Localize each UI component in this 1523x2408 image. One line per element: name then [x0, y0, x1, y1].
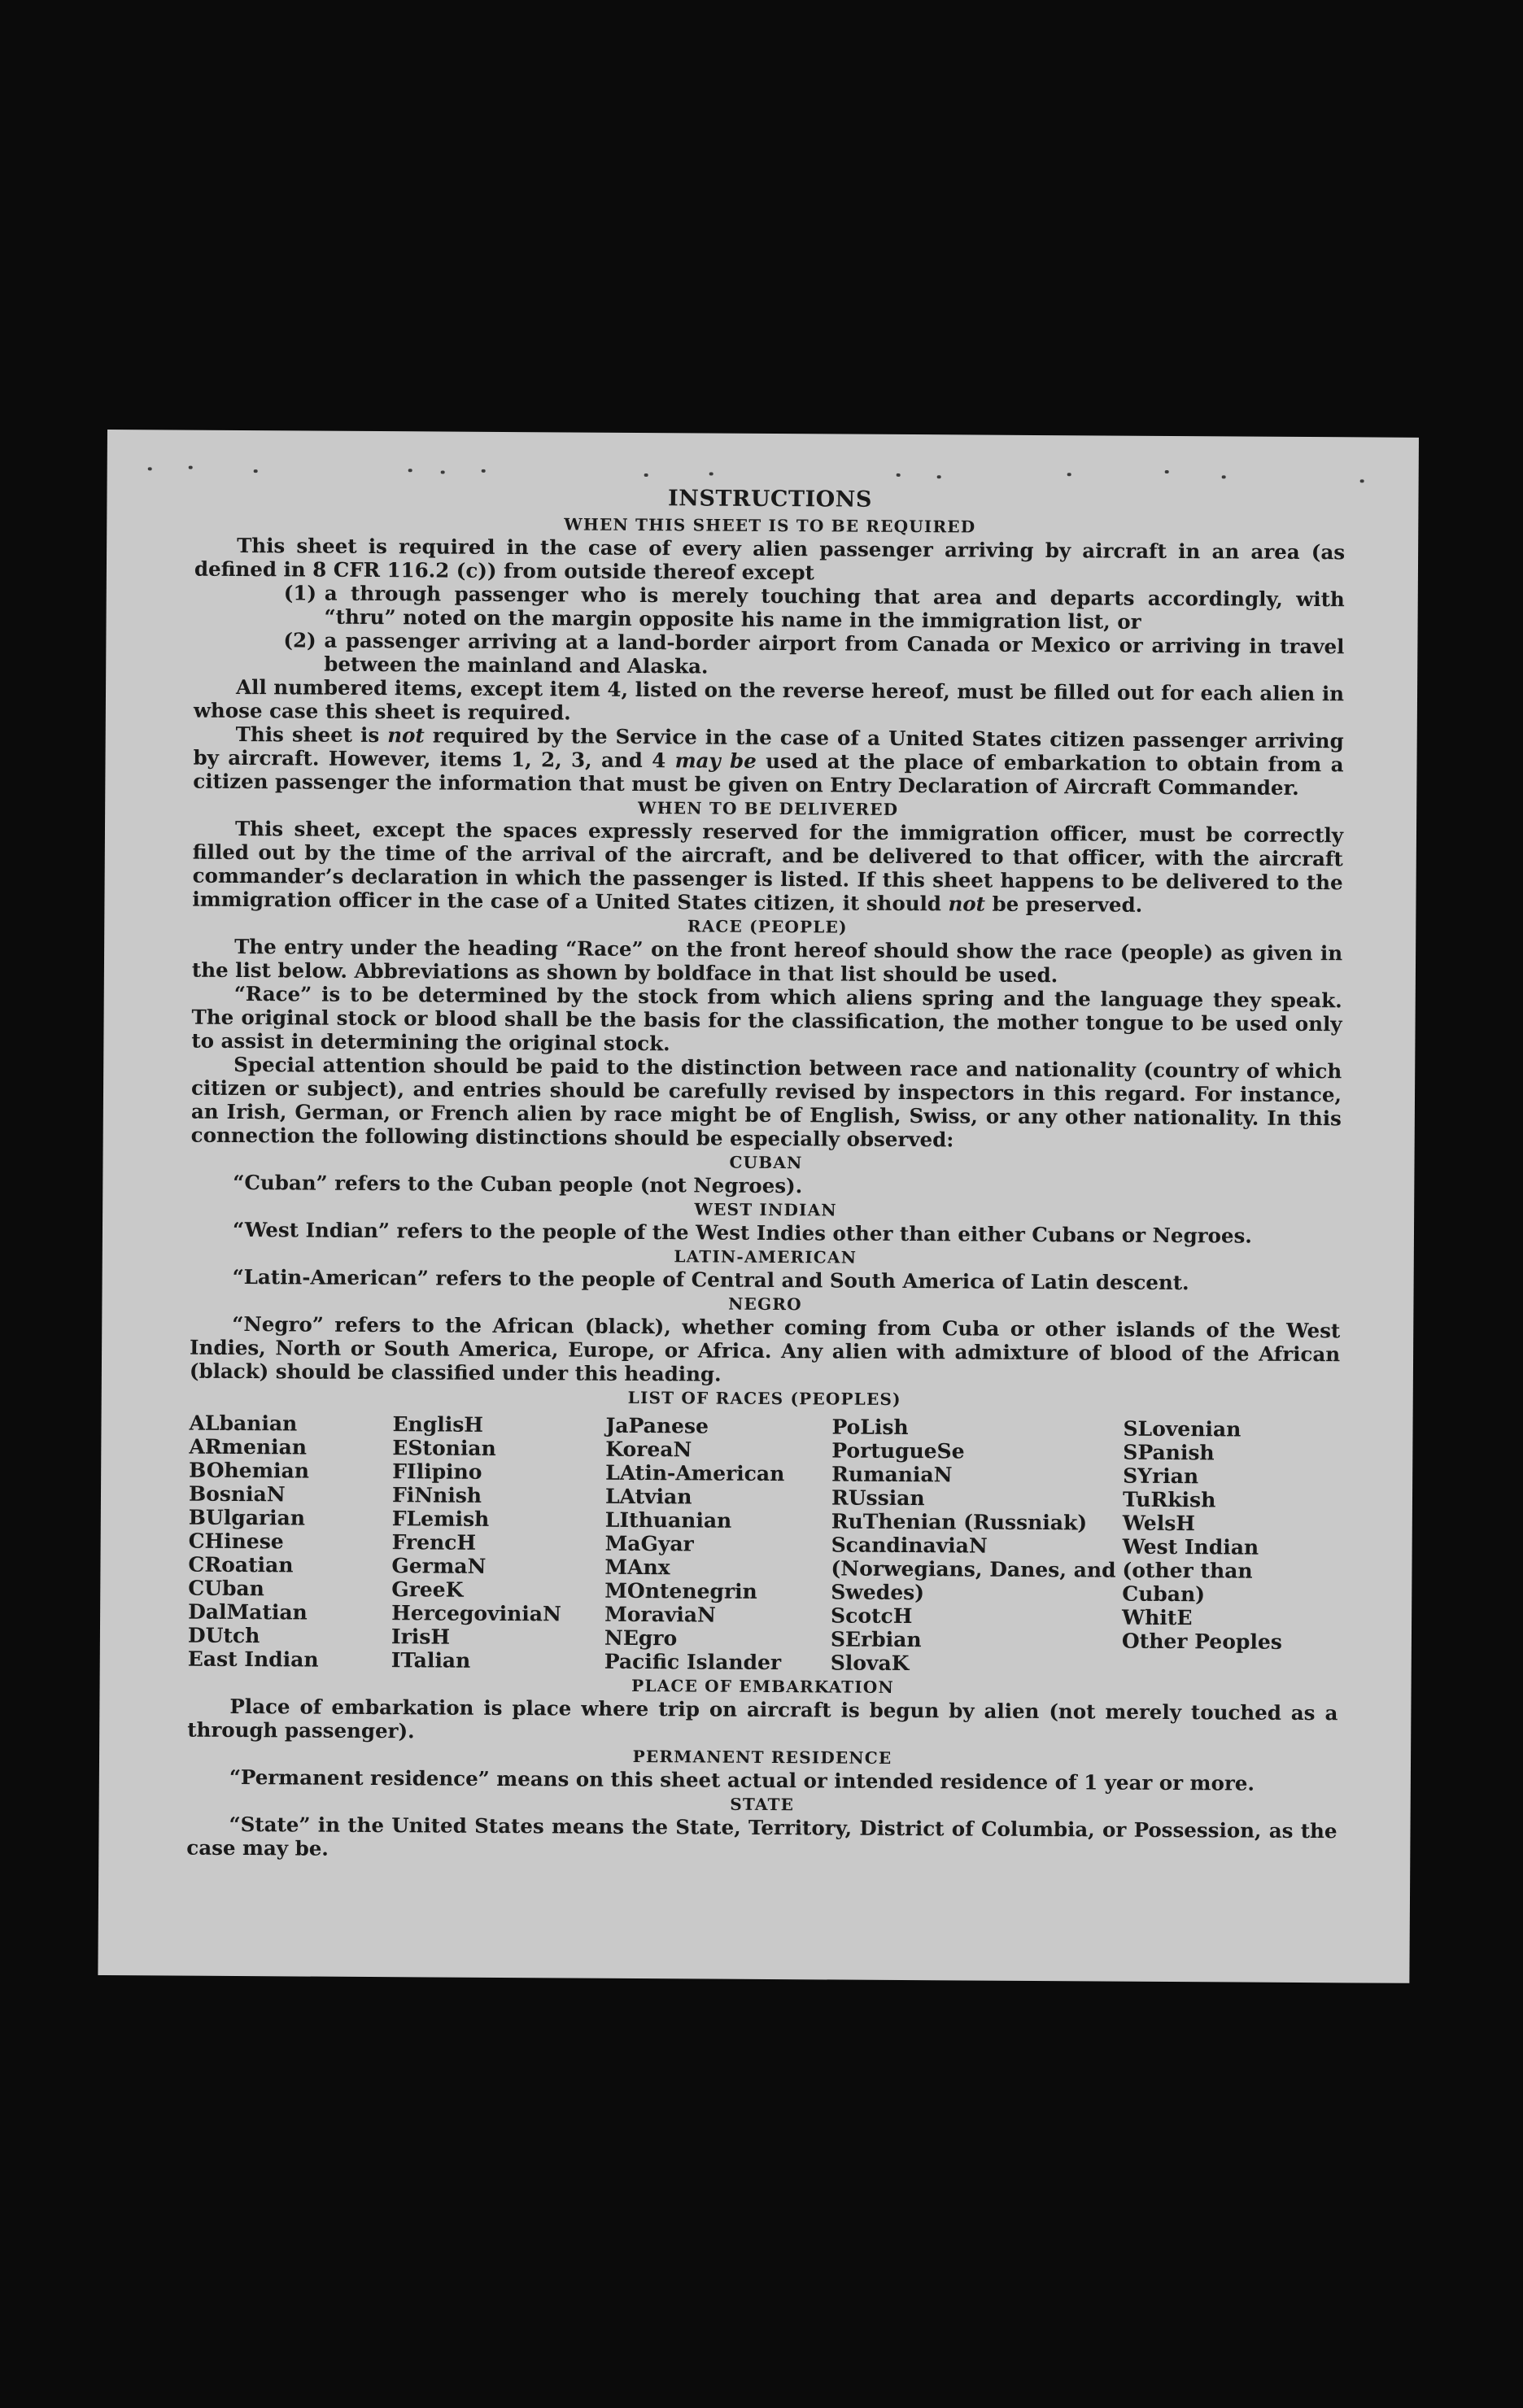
heading-permanent-residence: PERMANENT RESIDENCE: [632, 1746, 892, 1768]
race-entry: PoLish: [831, 1415, 909, 1440]
race-entry: DUtch: [187, 1623, 260, 1648]
race-entry: BUlgarian: [188, 1505, 306, 1530]
race-entry: ARmenian: [189, 1434, 308, 1459]
race-entry: NEgro: [604, 1625, 678, 1651]
race-entry: GermaN: [391, 1554, 487, 1578]
race-entry: RUssian: [831, 1485, 925, 1511]
race-entry: East Indian: [187, 1647, 319, 1672]
exception-item: [284, 581, 1345, 635]
exception-text: a through passenger who is merely touching that area and departs accordingly, with “thru” noted on the margin opposite his name in the immigration list, or: [324, 581, 1345, 634]
heading-race: RACE (PEOPLE): [687, 916, 848, 937]
race-entry: MAnx: [604, 1555, 670, 1580]
race-entry: FiNnish: [391, 1483, 482, 1507]
race-entry: LIthuanian: [604, 1507, 732, 1533]
heading-cuban: CUBAN: [729, 1152, 803, 1173]
race-column-2: [391, 1412, 606, 1673]
heading-west-indian: WEST INDIAN: [694, 1199, 837, 1220]
west-indian-definition: “West Indian” refers to the people of the West Indies other than either Cubans or Negroes.: [232, 1217, 1252, 1248]
residence-definition: “Permanent residence” means on this sheet actual or intended residence of 1 year or more.: [229, 1765, 1255, 1795]
race-entry: WelsH: [1122, 1511, 1196, 1536]
numbered-items-paragraph: All numbered items, except item 4, listed on the reverse hereof, must be filled out for each alien in whose case this sheet is required.: [193, 674, 1345, 725]
heading-list-of-races: LIST OF RACES (PEOPLES): [627, 1387, 901, 1409]
race-entry: BosniaN: [188, 1481, 286, 1507]
race-entry: SPanish: [1123, 1440, 1215, 1465]
cuban-definition: “Cuban” refers to the Cuban people (not Negroes).: [233, 1170, 803, 1198]
required-intro: This sheet is required in the case of every alien passenger arriving by aircraft in an area (as defined in 8 CFR 116.2 (c)) from outside thereof except: [194, 533, 1346, 585]
race-entry: GreeK: [391, 1577, 464, 1602]
race-entry: JaPanese: [605, 1413, 709, 1438]
race-entry: BOhemian: [189, 1458, 310, 1483]
race-entry: CHinese: [188, 1529, 284, 1554]
race-entry: SlovaK: [830, 1651, 910, 1676]
race-entry: PortugueSe: [831, 1438, 965, 1464]
exception-number: (1): [283, 581, 317, 605]
race-entry: EStonian: [392, 1436, 496, 1460]
race-entry: CUban: [188, 1576, 264, 1601]
race-entry: LAtin-American: [605, 1460, 785, 1486]
race-entry: West Indian (other than Cuban): [1122, 1534, 1259, 1607]
race-column-3: [604, 1414, 832, 1675]
citizen-paragraph: This sheet is not required by the Service in the case of a United States citizen passenger arriving by aircraft. However, items 1, 2, 3, and 4 may be used at the place of embarkation to obtain from a citizen passenger the information that must be given on Entry Declaration of Aircraft Commander.: [193, 722, 1344, 800]
race-entry: SErbian: [830, 1627, 922, 1652]
race-entry: ScandinaviaN (Norwegians, Danes, and Swedes): [831, 1533, 1116, 1605]
race-entry: SYrian: [1123, 1464, 1199, 1489]
race-entry: WhitE: [1122, 1605, 1193, 1630]
negro-definition: “Negro” refers to the African (black), whether coming from Cuba or other islands of the West Indies, North or South America, Europe, or Africa. Any alien with admixture of blood of the African (black) should be classified under this heading.: [189, 1311, 1341, 1386]
exception-number: (2): [283, 628, 316, 652]
race-paragraph-1: The entry under the heading “Race” on the front hereof should show the race (people) as given in the list below. Abbreviations as shown by boldface in that list should be used.: [191, 934, 1343, 988]
race-entry: RumaniaN: [831, 1462, 953, 1487]
race-list: [188, 1411, 1340, 1678]
race-entry: ScotcH: [831, 1603, 913, 1629]
instruction-sheet: [98, 430, 1419, 1983]
latin-american-definition: “Latin-American” refers to the people of Central and South America of Latin descent.: [232, 1264, 1189, 1295]
race-entry: FIlipino: [392, 1459, 482, 1484]
race-entry: EnglisH: [392, 1412, 484, 1437]
heading-embarkation: PLACE OF EMBARKATION: [631, 1675, 894, 1697]
embarkation-definition: Place of embarkation is place where trip on aircraft is begun by alien (not merely touched as a through passenger).: [187, 1694, 1338, 1743]
race-entry: KoreaN: [605, 1437, 692, 1462]
race-entry: ITalian: [391, 1648, 471, 1673]
race-entry: DalMatian: [188, 1599, 308, 1625]
delivery-paragraph: This sheet, except the spaces expressly reserved for the immigration officer, must be correctly filled out by the time of the arrival of the aircraft, and be delivered to that officer, with the aircraft commander’s declaration in which the passenger is listed. If this sheet happens to be delivered to the immigration officer in the case of a United States citizen, it should not be preserved.: [192, 816, 1344, 917]
race-column-5: [1122, 1417, 1337, 1678]
race-entry: IrisH: [391, 1625, 451, 1649]
race-entry: FLemish: [391, 1507, 490, 1531]
exception-text: a passenger arriving at a land-border airport from Canada or Mexico or arriving in travel between the mainland and Alaska.: [324, 628, 1345, 678]
race-entry: MaGyar: [604, 1531, 694, 1556]
race-entry: MOntenegrin: [604, 1578, 757, 1603]
race-paragraph-3: Special attention should be paid to the distinction between race and nationality (country of which citizen or subject), and entries should be carefully revised by inspectors in this regard. For instance, an Irish, German, or French alien by race might be of English, Swiss, or any other nationality. In this connection the following distinctions should be especially observed:: [190, 1052, 1342, 1152]
race-entry: SLovenian: [1123, 1416, 1242, 1442]
race-column-4: [831, 1415, 1124, 1676]
heading-when-delivered: WHEN TO BE DELIVERED: [637, 797, 899, 819]
state-definition: “State” in the United States means the State, Territory, District of Columbia, or Possession, as the case may be.: [186, 1812, 1338, 1861]
page-title: INSTRUCTIONS: [667, 486, 872, 513]
race-entry: ALbanian: [189, 1411, 298, 1436]
heading-state: STATE: [730, 1794, 795, 1815]
race-entry: RuThenian (Russniak): [831, 1509, 1088, 1535]
race-entry: MoraviaN: [604, 1602, 716, 1627]
race-paragraph-2: “Race” is to be determined by the stock from which aliens spring and the language they speak. The original stock or blood shall be the basis for the classification, the mother tongue to be used only to assist in determining the original stock.: [191, 981, 1342, 1056]
race-entry: LAtvian: [604, 1484, 692, 1509]
race-entry: Other Peoples: [1121, 1629, 1282, 1654]
exception-item: [283, 628, 1344, 682]
race-entry: TuRkish: [1122, 1487, 1216, 1512]
race-column-1: [188, 1411, 393, 1673]
heading-when-required: WHEN THIS SHEET IS TO BE REQUIRED: [564, 514, 976, 537]
heading-negro: NEGRO: [728, 1293, 802, 1315]
heading-latin-american: LATIN-AMERICAN: [674, 1246, 858, 1267]
race-entry: HercegoviniaN: [391, 1601, 561, 1626]
race-entry: CRoatian: [188, 1552, 294, 1577]
race-entry: Pacific Islander: [604, 1649, 782, 1675]
race-entry: FrencH: [391, 1530, 477, 1555]
